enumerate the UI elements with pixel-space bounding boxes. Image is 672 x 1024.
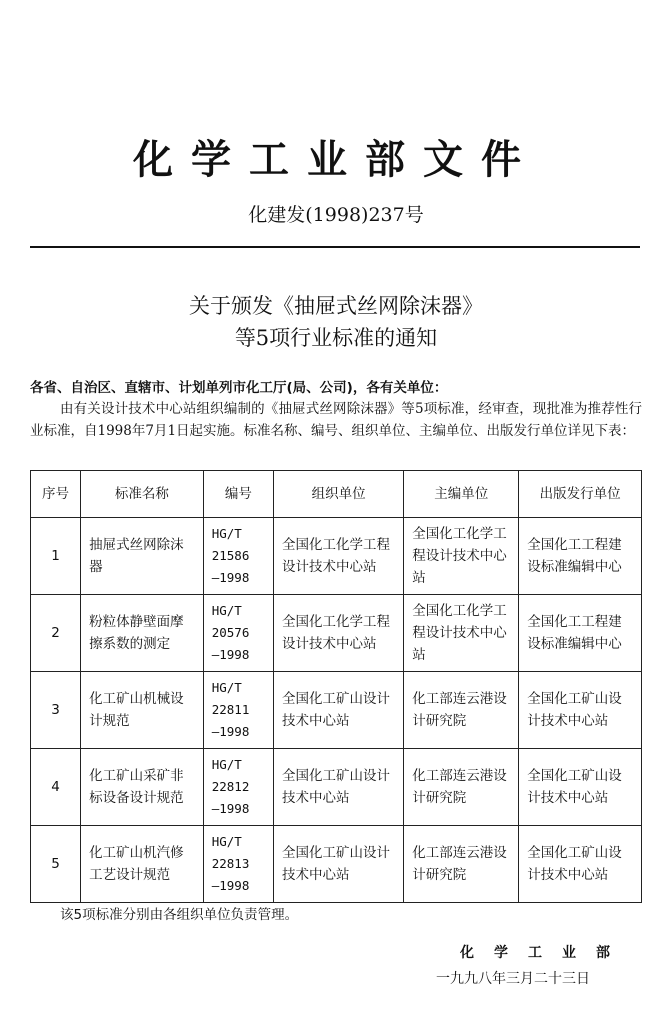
- code-part: —1998: [211, 801, 250, 816]
- cell-publisher: 全国化工矿山设计技术中心站: [519, 826, 642, 903]
- code-part: —1998: [211, 724, 250, 739]
- signature-date: 一九九八年三月二十三日: [436, 971, 590, 987]
- cell-editor: 全国化工化学工程设计技术中心站: [404, 518, 519, 595]
- cell-editor: 化工部连云港设计研究院: [404, 749, 519, 826]
- document-header: 化学工业部文件: [133, 137, 539, 183]
- code-part: 22812: [211, 779, 250, 794]
- code-part: —1998: [211, 647, 250, 662]
- col-header-seq: 序号: [31, 471, 81, 518]
- col-header-code: 编号: [203, 471, 273, 518]
- notice-title-line-2: 等5项行业标准的通知: [234, 326, 438, 350]
- cell-code: [203, 518, 273, 595]
- cell-seq: 4: [31, 749, 81, 826]
- cell-publisher: 全国化工矿山设计技术中心站: [519, 749, 642, 826]
- code-part: 22811: [211, 702, 250, 717]
- code-part: HG/T: [211, 834, 242, 849]
- standards-table: [30, 470, 642, 903]
- cell-publisher: 全国化工工程建设标准编辑中心: [519, 518, 642, 595]
- cell-name: 粉粒体静壁面摩擦系数的测定: [81, 595, 204, 672]
- cell-org: 全国化工矿山设计技术中心站: [273, 749, 403, 826]
- notice-title: [0, 290, 672, 354]
- cell-editor: 化工部连云港设计研究院: [404, 672, 519, 749]
- cell-seq: 2: [31, 595, 81, 672]
- cell-seq: 5: [31, 826, 81, 903]
- table-row: [31, 595, 642, 672]
- signature-org: 化学工业部: [460, 945, 630, 961]
- code-part: 22813: [211, 856, 250, 871]
- cell-code: [203, 595, 273, 672]
- management-note: 该5项标准分别由各组织单位负责管理。: [60, 907, 299, 923]
- cell-seq: 1: [31, 518, 81, 595]
- cell-org: 全国化工化学工程设计技术中心站: [273, 595, 403, 672]
- cell-name: 化工矿山机械设计规范: [81, 672, 204, 749]
- code-part: HG/T: [211, 603, 242, 618]
- cell-code: [203, 749, 273, 826]
- col-header-publisher: 出版发行单位: [519, 471, 642, 518]
- table-header-row: [31, 471, 642, 518]
- cell-org: 全国化工矿山设计技术中心站: [273, 826, 403, 903]
- cell-org: 全国化工化学工程设计技术中心站: [273, 518, 403, 595]
- table-row: [31, 518, 642, 595]
- notice-title-line-1: 关于颁发《抽屉式丝网除沫器》: [189, 294, 483, 318]
- cell-code: [203, 672, 273, 749]
- col-header-editor: 主编单位: [404, 471, 519, 518]
- col-header-org: 组织单位: [273, 471, 403, 518]
- code-part: —1998: [211, 570, 250, 585]
- code-part: 21586: [211, 548, 250, 563]
- cell-publisher: 全国化工矿山设计技术中心站: [519, 672, 642, 749]
- code-part: 20576: [211, 625, 250, 640]
- document-number: 化建发(1998)237号: [248, 204, 424, 226]
- code-part: HG/T: [211, 757, 242, 772]
- code-part: —1998: [211, 878, 250, 893]
- body-paragraph: 由有关设计技术中心站组织编制的《抽屉式丝网除沫器》等5项标准，经审查，现批准为推荐性行业标准，自1998年7月1日起实施。标准名称、编号、组织单位、主编单位、出版发行单位详见下表：: [30, 401, 642, 439]
- cell-editor: 全国化工化学工程设计技术中心站: [404, 595, 519, 672]
- code-part: HG/T: [211, 526, 242, 541]
- addressee: 各省、自治区、直辖市、计划单列市化工厅(局、公司)，各有关单位：: [30, 380, 448, 396]
- table-row: [31, 749, 642, 826]
- cell-editor: 化工部连云港设计研究院: [404, 826, 519, 903]
- cell-name: 化工矿山机汽修工艺设计规范: [81, 826, 204, 903]
- cell-name: 化工矿山采矿非标设备设计规范: [81, 749, 204, 826]
- cell-org: 全国化工矿山设计技术中心站: [273, 672, 403, 749]
- cell-publisher: 全国化工工程建设标准编辑中心: [519, 595, 642, 672]
- cell-name: 抽屉式丝网除沫器: [81, 518, 204, 595]
- col-header-name: 标准名称: [81, 471, 204, 518]
- cell-code: [203, 826, 273, 903]
- table-row: [31, 826, 642, 903]
- table-row: [31, 672, 642, 749]
- header-divider: [30, 246, 640, 248]
- cell-seq: 3: [31, 672, 81, 749]
- code-part: HG/T: [211, 680, 242, 695]
